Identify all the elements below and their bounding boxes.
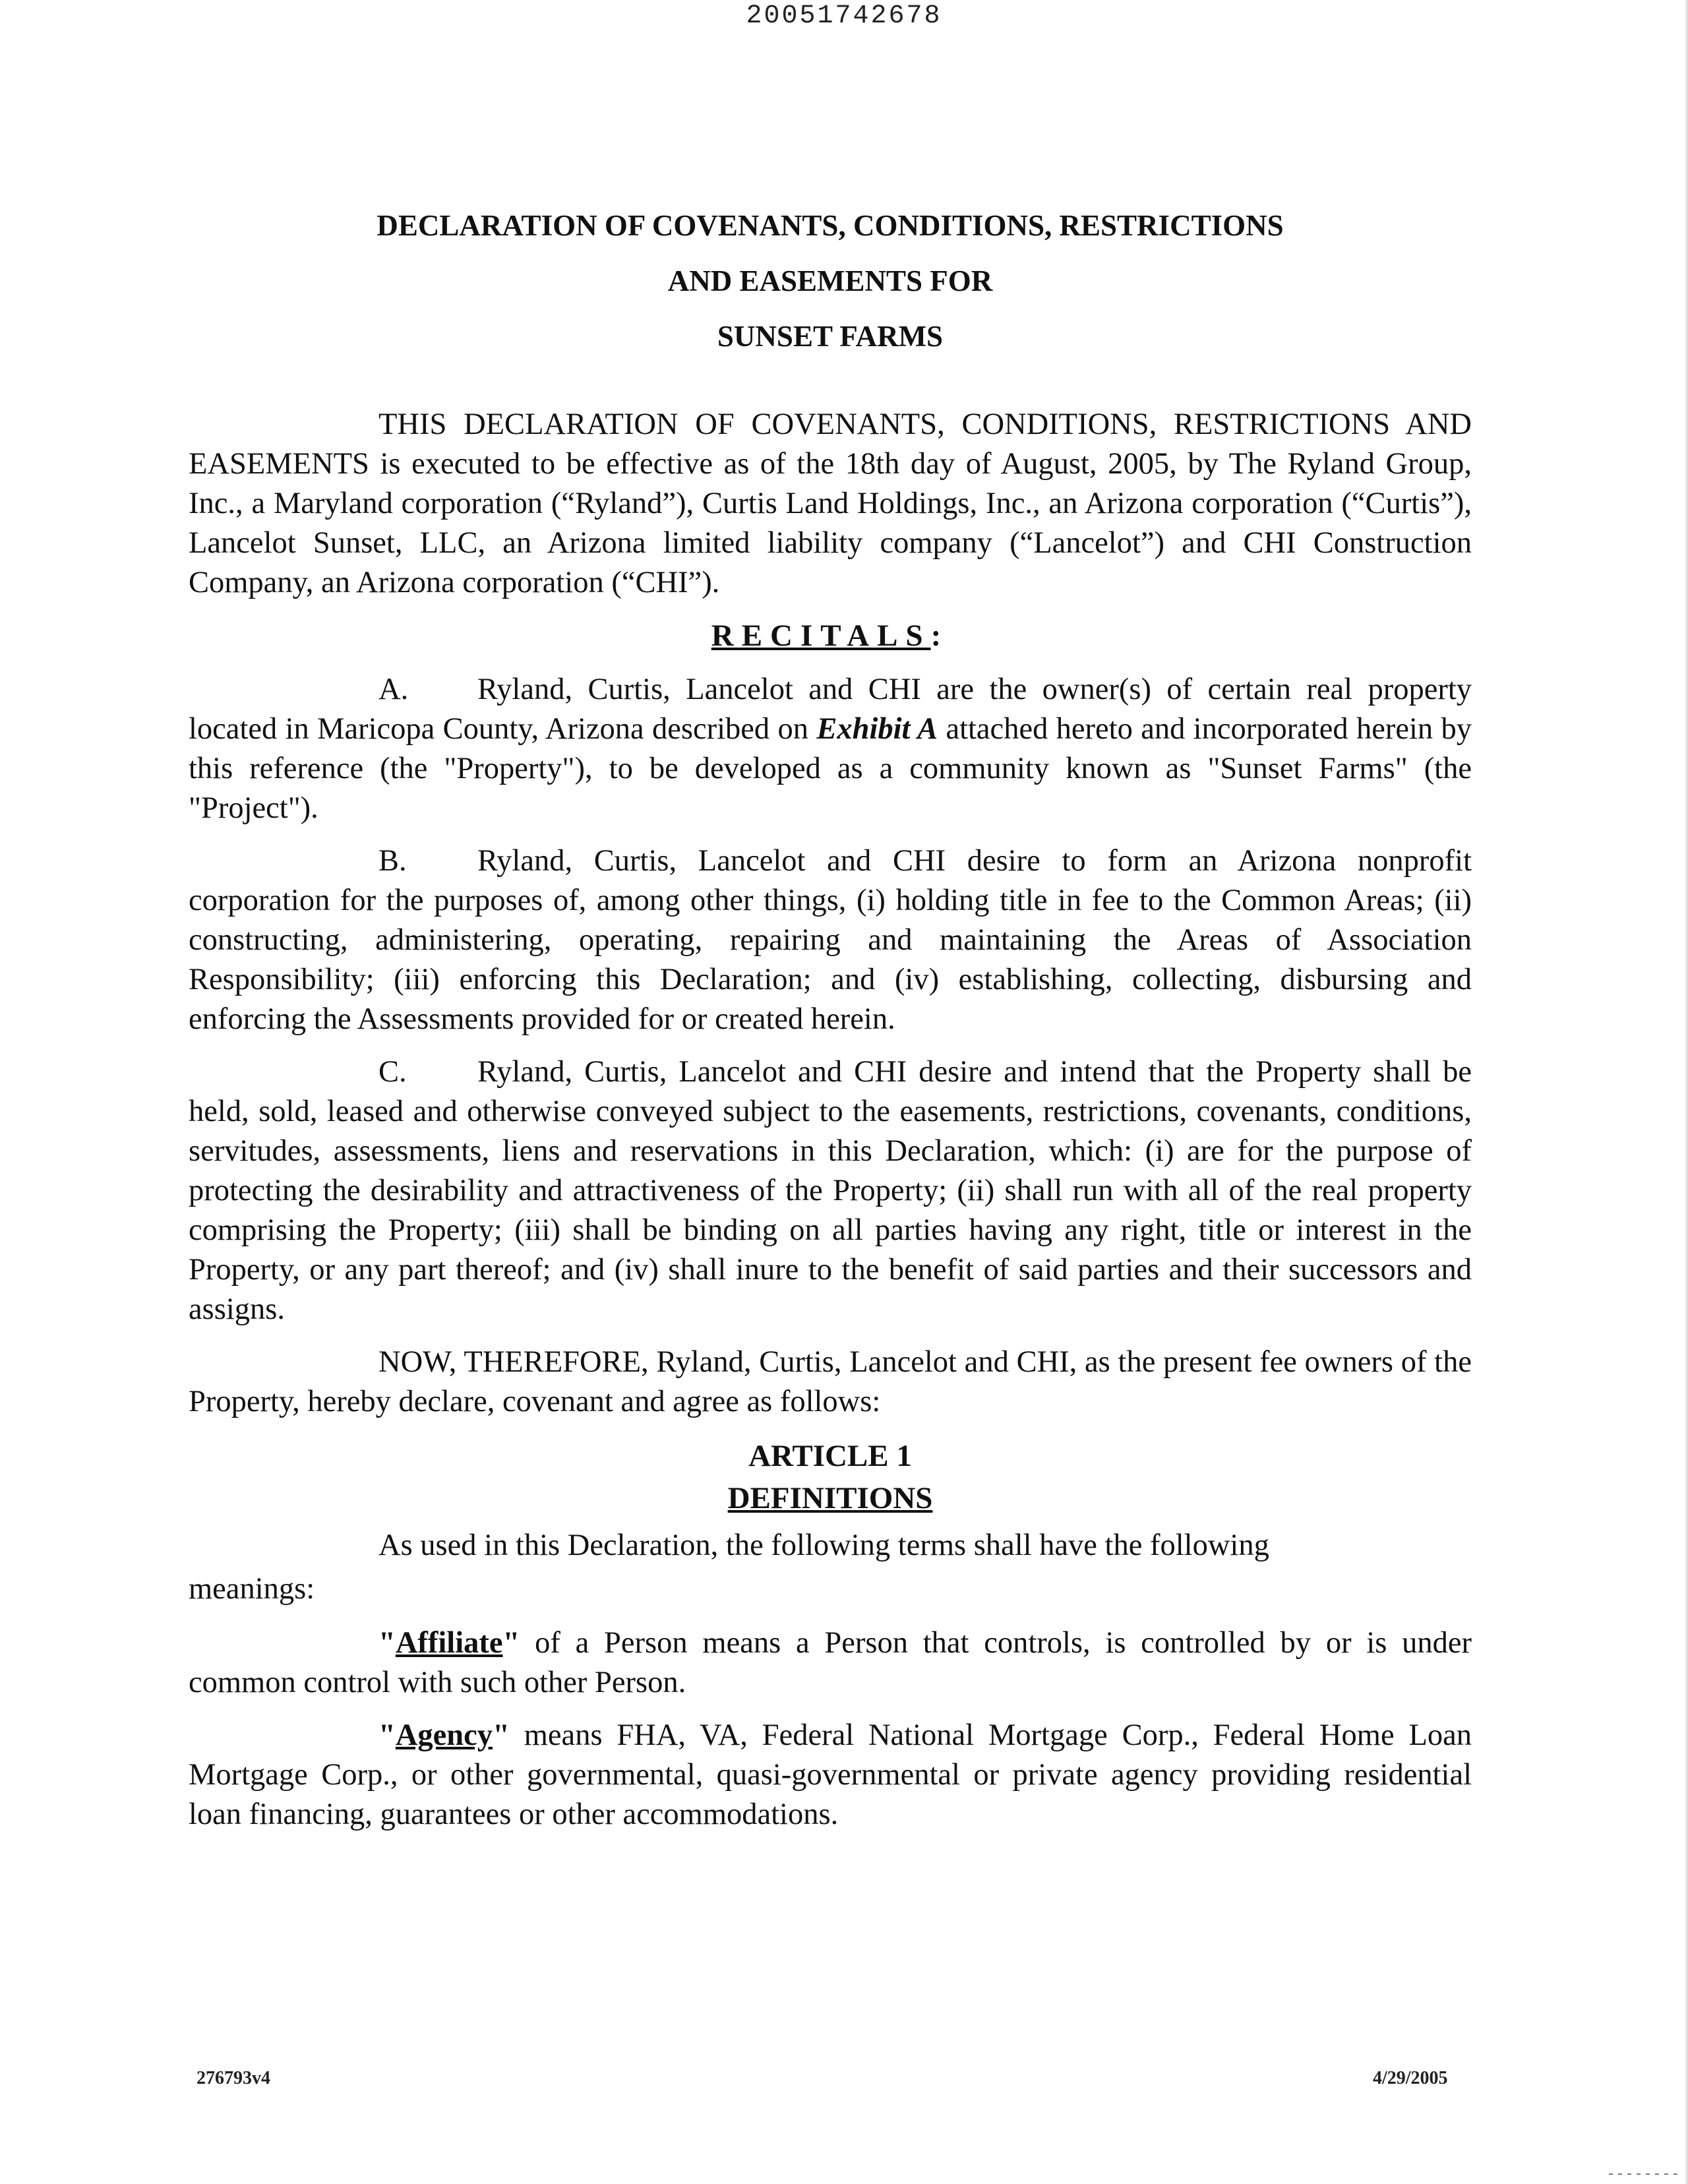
article-name: DEFINITIONS [727, 1481, 933, 1515]
recital-a-text-before: Ryland, Curtis, Lancelot and CHI are the owner(s) of certain real property located in Maricopa County, Arizona described on [189, 673, 1472, 746]
definition-term: "Affiliate" [378, 1626, 520, 1660]
definitions-intro-end: meanings: [189, 1572, 315, 1606]
recording-number: 20051742678 [746, 1, 942, 31]
article-number: ARTICLE 1 [748, 1439, 912, 1473]
recital-a-exhibit: Exhibit A [816, 712, 938, 746]
title-line-2: AND EASEMENTS FOR [667, 264, 993, 297]
intro-paragraph: THIS DECLARATION OF COVENANTS, CONDITIONS, RESTRICTIONS AND EASEMENTS is executed to be effective as of the 18th day of August, 2005, by The Ryland Group, Inc., a Maryland corporation (“Ryland”), Curtis Land Holdings, Inc., an Arizona corporation (“Curtis”), Lancelot Sunset, LLC, an Arizona limited liability company (“Lancelot”) and CHI Construction Company, an Arizona corporation (“CHI”). [189, 408, 1472, 599]
definition-text: means FHA, VA, Federal National Mortgage Corp., Federal Home Loan Mortgage Corp., or other governmental, quasi-governmental or private agency providing residential loan financing, guarantees or other accommodations. [189, 1718, 1472, 1831]
scan-edge [1684, 0, 1688, 2184]
recitals-heading [189, 616, 1472, 655]
recital-b [189, 841, 1472, 1039]
recitals-heading-text: RECITALS [711, 619, 931, 653]
recital-a [189, 670, 1472, 828]
footer-doc-id: 276793v4 [196, 2068, 270, 2088]
recital-b-label: B. [378, 844, 407, 878]
definition-term-text: Agency [395, 1718, 493, 1752]
document-title [189, 198, 1472, 364]
document-body [189, 198, 1472, 1848]
recitals-heading-colon: : [930, 619, 950, 653]
now-therefore-paragraph: NOW, THEREFORE, Ryland, Curtis, Lancelot and CHI, as the present fee owners of the Property, hereby declare, covenant and agree as follows: [189, 1345, 1472, 1418]
definition-agency [189, 1716, 1472, 1835]
recital-c-label: C. [378, 1055, 407, 1089]
recital-a-label: A. [378, 673, 409, 706]
recital-c-text: Ryland, Curtis, Lancelot and CHI desire and intend that the Property shall be held, sold, leased and otherwise conveyed subject to the easements, restrictions, covenants, conditions, servitudes, assessments, liens and reservations in this Declaration, which: (i) are for the purpose of protecting the desirability and attractiveness of the Property; (ii) shall run with all of the real property comprising the Property; (iii) shall be binding on all parties having any right, title or interest in the Property, or any part thereof; and (iv) shall inure to the benefit of said parties and their successors and assigns. [189, 1055, 1472, 1326]
recital-c [189, 1052, 1472, 1329]
definition-term: "Agency" [378, 1718, 510, 1752]
scan-artifact [1609, 2173, 1681, 2175]
footer-date: 4/29/2005 [1373, 2068, 1448, 2088]
definition-term-text: Affiliate [395, 1626, 503, 1660]
title-line-3: SUNSET FARMS [717, 320, 944, 353]
definition-affiliate [189, 1623, 1472, 1703]
definitions-intro: As used in this Declaration, the following terms shall have the following [378, 1529, 1269, 1562]
title-line-1: DECLARATION OF COVENANTS, CONDITIONS, RESTRICTIONS [377, 209, 1284, 242]
recital-a-text-after: attached hereto and incorporated herein by this reference (the "Property"), to be developed as a community known as "Sunset Farms" (the "Project"). [189, 712, 1472, 825]
definition-text: of a Person means a Person that controls, is controlled by or is under common control with such other Person. [189, 1626, 1472, 1699]
recital-b-text: Ryland, Curtis, Lancelot and CHI desire to form an Arizona nonprofit corporation for the purposes of, among other things, (i) holding title in fee to the Common Areas; (ii) constructing, administering, operating, repairing and maintaining the Areas of Association Responsibility; (iii) enforcing this Declaration; and (iv) establishing, collecting, disbursing and enforcing the Assessments provided for or created herein. [189, 844, 1472, 1036]
